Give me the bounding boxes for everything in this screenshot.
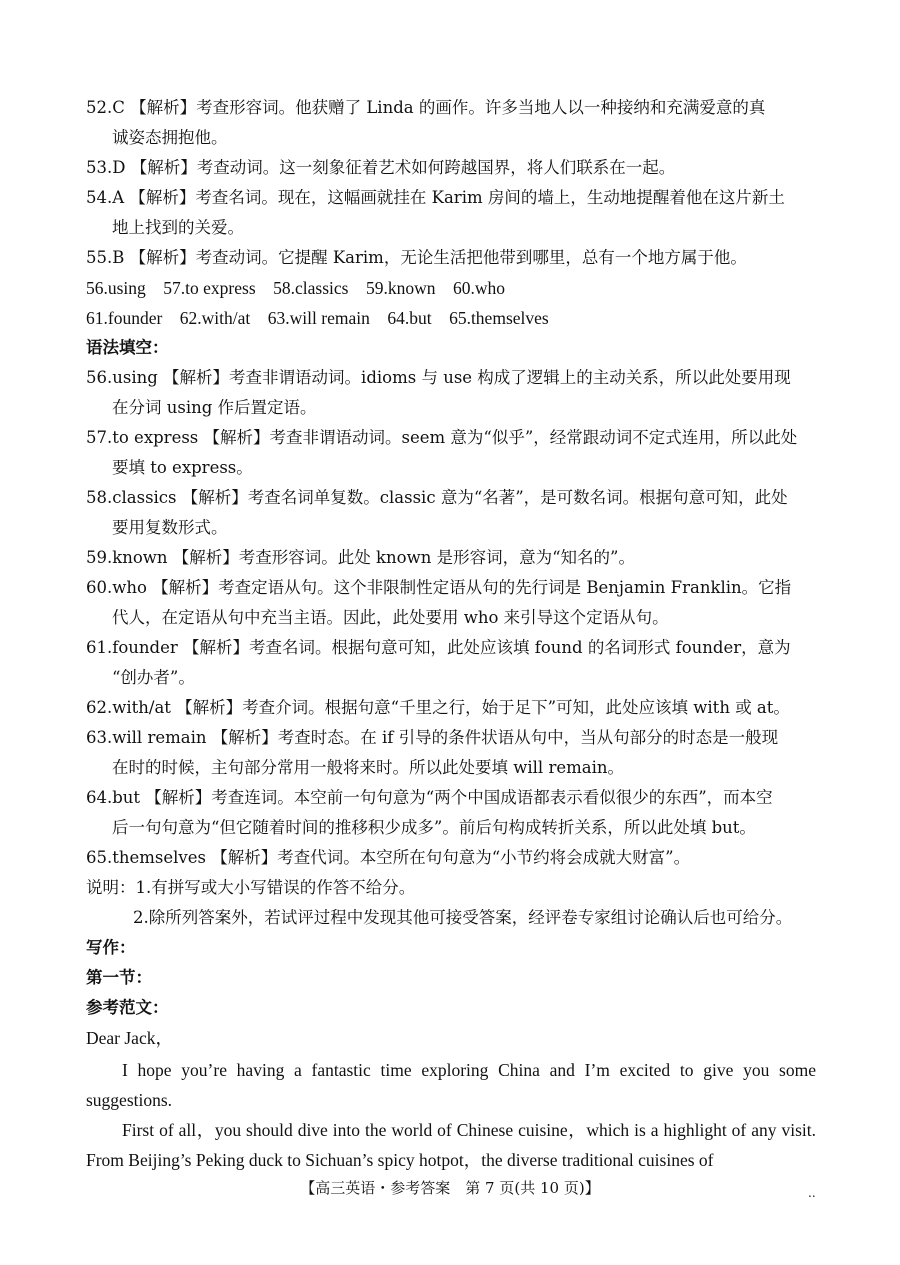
note-1: 说明：1.有拼写或大小写错误的作答不给分。 bbox=[86, 878, 416, 897]
answer-52-cont: 诚姿态拥抱他。 bbox=[112, 128, 228, 147]
grammar-61-cont: “创办者”。 bbox=[112, 668, 195, 687]
grammar-58-cont: 要用复数形式。 bbox=[112, 518, 228, 537]
writing-heading: 写作： bbox=[86, 938, 136, 957]
answer-54: 54.A 【解析】考查名词。现在，这幅画就挂在 Karim 房间的墙上，生动地提醒着他在这片新土 bbox=[86, 188, 785, 207]
grammar-56: 56.using 【解析】考查非谓语动词。idioms 与 use 构成了逻辑上的主动关系，所以此处要用现 bbox=[86, 368, 791, 387]
grammar-65: 65.themselves 【解析】考查代词。本空所在句句意为“小节约将会成就大财富”。 bbox=[86, 848, 691, 867]
grammar-heading: 语法填空： bbox=[86, 338, 169, 357]
grammar-64: 64.but 【解析】考查连词。本空前一句句意为“两个中国成语都表示看似很少的东西”，而本空 bbox=[86, 788, 773, 807]
note-2: 2.除所列答案外，若试评过程中发现其他可接受答案，经评卷专家组讨论确认后也可给分。 bbox=[133, 908, 793, 927]
page-footer: 【高三英语・参考答案 第 7 页(共 10 页)】 bbox=[300, 1179, 600, 1197]
answer-55: 55.B 【解析】考查动词。它提醒 Karim，无论生活把他带到哪里，总有一个地方属于他。 bbox=[86, 248, 747, 267]
grammar-59: 59.known 【解析】考查形容词。此处 known 是形容词，意为“知名的”。 bbox=[86, 548, 635, 567]
grammar-60-cont: 代人，在定语从句中充当主语。因此，此处要用 who 来引导这个定语从句。 bbox=[112, 608, 669, 627]
grammar-60: 60.who 【解析】考查定语从句。这个非限制性定语从句的先行词是 Benjamin Franklin。它指 bbox=[86, 578, 792, 597]
answer-53: 53.D 【解析】考查动词。这一刻象征着艺术如何跨越国界，将人们联系在一起。 bbox=[86, 158, 676, 177]
grammar-64-cont: 后一句句意为“但它随着时间的推移积少成多”。前后句构成转折关系，所以此处填 but。 bbox=[112, 818, 756, 837]
essay-salutation: Dear Jack， bbox=[86, 1028, 173, 1048]
essay-body bbox=[86, 1055, 816, 1175]
grammar-61: 61.founder 【解析】考查名词。根据句意可知，此处应该填 found 的名词形式 founder，意为 bbox=[86, 638, 791, 657]
sample-essay-label: 参考范文： bbox=[86, 998, 169, 1017]
grammar-63-cont: 在时的时候，主句部分常用一般将来时。所以此处要填 will remain。 bbox=[112, 758, 624, 777]
grammar-63: 63.will remain 【解析】考查时态。在 if 引导的条件状语从句中，当从句部分的时态是一般现 bbox=[86, 728, 779, 747]
grammar-58: 58.classics 【解析】考查名词单复数。classic 意为“名著”，是可数名词。根据句意可知，此处 bbox=[86, 488, 788, 507]
grammar-62: 62.with/at 【解析】考查介词。根据句意“千里之行，始于足下”可知，此处应该填 with 或 at。 bbox=[86, 698, 790, 717]
grammar-56-cont: 在分词 using 作后置定语。 bbox=[112, 398, 317, 417]
corner-mark: .. bbox=[808, 1186, 816, 1200]
essay-paragraph-1: I hope you’re having a fantastic time exploring China and I’m excited to give you some suggestions. bbox=[86, 1060, 816, 1110]
answers-row-56-60: 56.using 57.to express 58.classics 59.known 60.who bbox=[86, 278, 506, 298]
answers-row-61-65: 61.founder 62.with/at 63.will remain 64.but 65.themselves bbox=[86, 308, 549, 328]
answer-52: 52.C 【解析】考查形容词。他获赠了 Linda 的画作。许多当地人以一种接纳和充满爱意的真 bbox=[86, 98, 766, 117]
grammar-57: 57.to express 【解析】考查非谓语动词。seem 意为“似乎”，经常跟动词不定式连用，所以此处 bbox=[86, 428, 798, 447]
grammar-57-cont: 要填 to express。 bbox=[112, 458, 253, 477]
essay-paragraph-2: First of all，you should dive into the world of Chinese cuisine，which is a highlight of any visit. From Beijing’s Peking duck to Sichuan’s spicy hotpot，the diverse traditional cuisines of bbox=[86, 1120, 816, 1170]
writing-section: 第一节： bbox=[86, 968, 152, 987]
answer-54-cont: 地上找到的关爱。 bbox=[112, 218, 244, 237]
